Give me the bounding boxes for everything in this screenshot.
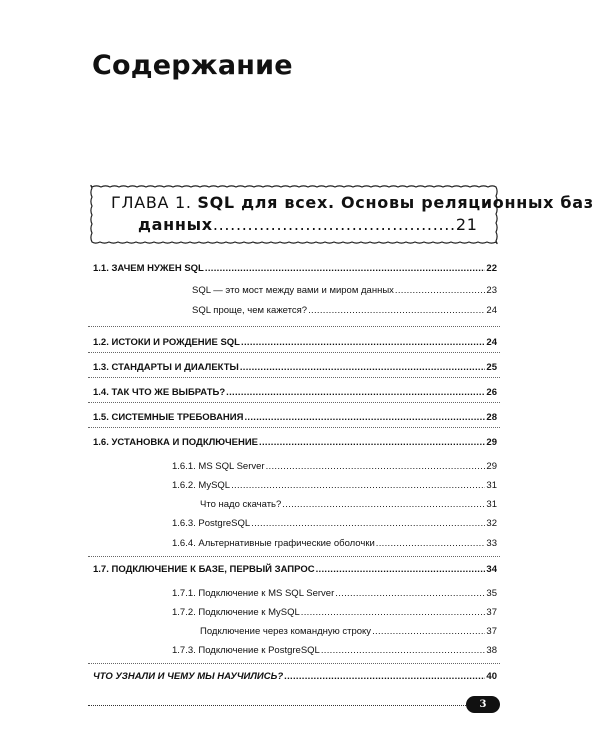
leader-dots bbox=[335, 588, 485, 599]
leader-dots bbox=[241, 337, 485, 348]
toc-entry-label: 1.6.2. MySQL bbox=[172, 480, 231, 491]
toc-entry-label: SQL проще, чем кажется? bbox=[192, 305, 308, 316]
toc-entry-1-6-3[interactable] bbox=[172, 518, 497, 529]
leader-dots bbox=[308, 305, 485, 316]
leader-dots bbox=[282, 499, 485, 510]
separator bbox=[88, 326, 500, 327]
toc-entry-label: 1.5. СИСТЕМНЫЕ ТРЕБОВАНИЯ bbox=[93, 412, 244, 423]
leader-dots bbox=[316, 564, 486, 575]
toc-entry-page: 29 bbox=[486, 461, 497, 472]
leader-dots bbox=[372, 626, 485, 637]
toc-entry-1-6-1[interactable] bbox=[172, 461, 497, 472]
toc-entry-page: 31 bbox=[486, 480, 497, 491]
leader-dots bbox=[284, 671, 485, 682]
toc-entry-page: 35 bbox=[486, 588, 497, 599]
toc-entry-label: 1.7.1. Подключение к MS SQL Server bbox=[172, 588, 335, 599]
separator bbox=[88, 556, 500, 557]
toc-entry-1-6-2[interactable] bbox=[172, 480, 497, 491]
toc-entry-page: 25 bbox=[486, 362, 497, 373]
leader-dots bbox=[240, 362, 486, 373]
chapter-title-part2: данных bbox=[138, 215, 213, 234]
separator bbox=[88, 377, 500, 378]
toc-entry-1-7-2[interactable] bbox=[172, 607, 497, 618]
leader-dots bbox=[226, 387, 485, 398]
toc-entry-label: 1.7. ПОДКЛЮЧЕНИЕ К БАЗЕ, ПЕРВЫЙ ЗАПРОС bbox=[93, 564, 315, 575]
toc-entry-1-7-3[interactable] bbox=[172, 645, 497, 656]
toc-entry-label: 1.2. ИСТОКИ И РОЖДЕНИЕ SQL bbox=[93, 337, 240, 348]
toc-entry-label: 1.1. ЗАЧЕМ НУЖЕН SQL bbox=[93, 263, 204, 274]
separator bbox=[88, 663, 500, 664]
leader-dots bbox=[321, 645, 486, 656]
toc-entry-label: 1.4. ТАК ЧТО ЖЕ ВЫБРАТЬ? bbox=[93, 387, 226, 398]
toc-entry-1-5[interactable] bbox=[93, 412, 497, 423]
toc-entry-page: 24 bbox=[486, 305, 497, 316]
toc-entry-1-6-4[interactable] bbox=[172, 538, 497, 549]
leader-dots bbox=[251, 518, 485, 529]
toc-entry-page: 26 bbox=[486, 387, 497, 398]
toc-entry-label: 1.6. УСТАНОВКА И ПОДКЛЮЧЕНИЕ bbox=[93, 437, 258, 448]
leader-dots bbox=[376, 538, 486, 549]
chapter-title-part1: SQL для всех. Основы реляционных баз bbox=[197, 193, 594, 212]
toc-entry-page: 28 bbox=[486, 412, 497, 423]
toc-entry-label: 1.6.4. Альтернативные графические оболочки bbox=[172, 538, 375, 549]
toc-entry-label: 1.7.3. Подключение к PostgreSQL bbox=[172, 645, 320, 656]
toc-entry-label: ЧТО УЗНАЛИ И ЧЕМУ МЫ НАУЧИЛИСЬ? bbox=[93, 671, 284, 682]
chapter-leader-dots: .......................................... bbox=[212, 215, 456, 234]
toc-entry-1-2[interactable] bbox=[93, 337, 497, 348]
leader-dots bbox=[244, 412, 485, 423]
toc-entry-label: SQL — это мост между вами и миром данных bbox=[192, 285, 394, 296]
toc-entry-summary[interactable] bbox=[93, 671, 497, 682]
leader-dots bbox=[259, 437, 485, 448]
leader-dots bbox=[205, 263, 486, 274]
toc-subentry-sql-simple[interactable] bbox=[192, 305, 497, 316]
toc-subentry-sql-bridge[interactable] bbox=[192, 285, 497, 296]
toc-entry-page: 37 bbox=[486, 626, 497, 637]
footer-dotted-rule bbox=[88, 705, 466, 706]
toc-entry-page: 29 bbox=[486, 437, 497, 448]
toc-entry-page: 22 bbox=[486, 263, 497, 274]
toc-entry-1-7[interactable] bbox=[93, 564, 497, 575]
leader-dots bbox=[301, 607, 486, 618]
toc-subentry-cli[interactable] bbox=[200, 626, 497, 637]
toc-entry-1-1[interactable] bbox=[93, 263, 497, 274]
toc-entry-page: 38 bbox=[486, 645, 497, 656]
toc-entry-label: 1.6.3. PostgreSQL bbox=[172, 518, 251, 529]
toc-entry-label: Подключение через командную строку bbox=[200, 626, 372, 637]
toc-entry-page: 23 bbox=[486, 285, 497, 296]
page-number-badge: 3 bbox=[466, 696, 500, 713]
toc-entry-label: 1.3. СТАНДАРТЫ И ДИАЛЕКТЫ bbox=[93, 362, 239, 373]
separator bbox=[88, 427, 500, 428]
toc-entry-1-4[interactable] bbox=[93, 387, 497, 398]
leader-dots bbox=[395, 285, 486, 296]
toc-entry-page: 24 bbox=[486, 337, 497, 348]
separator bbox=[88, 352, 500, 353]
toc-entry-1-6[interactable] bbox=[93, 437, 497, 448]
chapter-prefix: ГЛАВА 1. bbox=[111, 193, 198, 212]
toc-entry-page: 40 bbox=[486, 671, 497, 682]
separator bbox=[88, 402, 500, 403]
toc-entry-page: 34 bbox=[486, 564, 497, 575]
leader-dots bbox=[266, 461, 486, 472]
page-title: Содержание bbox=[92, 50, 293, 81]
toc-entry-label: 1.7.2. Подключение к MySQL bbox=[172, 607, 300, 618]
toc-entry-1-3[interactable] bbox=[93, 362, 497, 373]
chapter-page-number: 21 bbox=[455, 215, 478, 234]
toc-entry-label: Что надо скачать? bbox=[200, 499, 282, 510]
toc-entry-page: 32 bbox=[486, 518, 497, 529]
toc-entry-page: 37 bbox=[486, 607, 497, 618]
toc-entry-page: 33 bbox=[486, 538, 497, 549]
toc-entry-label: 1.6.1. MS SQL Server bbox=[172, 461, 265, 472]
toc-entry-1-7-1[interactable] bbox=[172, 588, 497, 599]
leader-dots bbox=[231, 480, 485, 491]
toc-entry-page: 31 bbox=[486, 499, 497, 510]
toc-subentry-download[interactable] bbox=[200, 499, 497, 510]
